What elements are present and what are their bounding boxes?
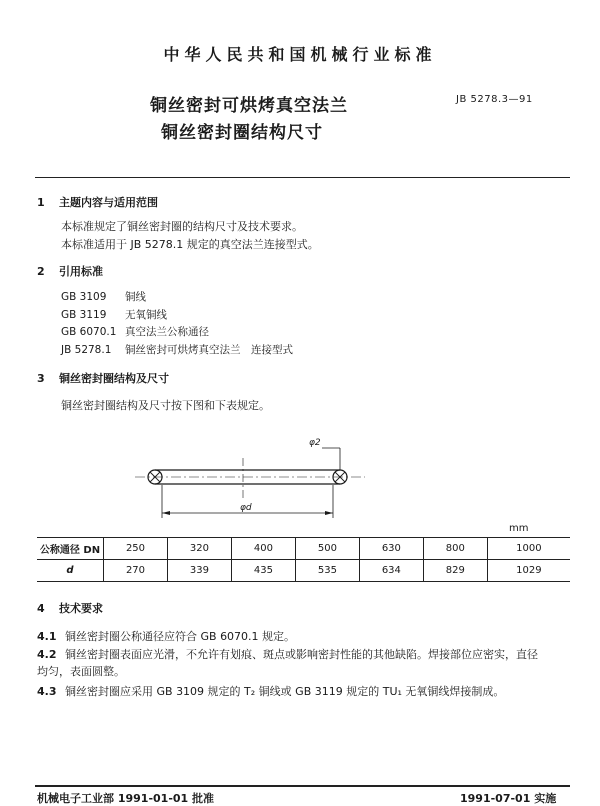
header-divider	[35, 177, 570, 178]
section-3-title: 铜丝密封圈结构及尺寸	[59, 372, 169, 385]
document-title-line2: 铜丝密封圈结构尺寸	[161, 123, 323, 143]
implementation-date: 1991-07-01 实施	[460, 792, 557, 805]
reference-item	[61, 289, 146, 304]
table-cell: 339	[167, 560, 231, 582]
table-cell: 630	[359, 538, 423, 560]
table-cell: 500	[295, 538, 359, 560]
table-cell: 1000	[487, 538, 570, 560]
section-2-number: 2	[37, 265, 45, 278]
section-2-title: 引用标准	[59, 265, 103, 278]
row-label-d: d	[37, 560, 104, 582]
reference-title: 铜丝密封可烘烤真空法兰 连接型式	[125, 344, 293, 356]
section-2-heading	[37, 263, 103, 279]
requirement-text: 铜丝密封圈公称通径应符合 GB 6070.1 规定。	[65, 630, 296, 643]
table-cell: 634	[359, 560, 423, 582]
section-4-number: 4	[37, 602, 45, 615]
requirement-number: 4.3	[37, 685, 57, 698]
table-cell: 800	[423, 538, 487, 560]
dimensions-table	[37, 537, 570, 582]
reference-code: GB 6070.1	[61, 326, 117, 338]
section-3-number: 3	[37, 372, 45, 385]
table-cell: 270	[104, 560, 168, 582]
table-cell: 250	[104, 538, 168, 560]
requirement-continuation: 均匀，表面圆整。	[37, 665, 125, 678]
requirement-item	[37, 628, 295, 644]
seal-ring-figure	[130, 430, 380, 525]
requirement-text: 铜丝密封圈应采用 GB 3109 规定的 T₂ 铜线或 GB 3119 规定的 TU₁ 无氧铜线焊接制成。	[65, 685, 505, 698]
ring-diameter-label: φd	[240, 503, 252, 513]
requirement-item	[37, 646, 538, 662]
document-title-line1: 铜丝密封可烘烤真空法兰	[150, 96, 348, 116]
reference-title: 真空法兰公称通径	[125, 326, 209, 338]
reference-item	[61, 324, 209, 339]
wire-diameter-label: φ2	[309, 438, 321, 448]
requirement-item	[37, 683, 504, 699]
table-row-d	[37, 560, 570, 582]
unit-label: mm	[509, 523, 529, 534]
row-label-nominal: 公称通径 DN	[39, 545, 101, 556]
reference-code: JB 5278.1	[61, 344, 112, 356]
issuing-organization: 中华人民共和国机械行业标准	[163, 45, 437, 64]
section-3-paragraph: 铜丝密封圈结构及尺寸按下图和下表规定。	[61, 399, 270, 412]
requirement-number: 4.2	[37, 648, 57, 661]
section-4-title: 技术要求	[59, 602, 103, 615]
reference-item	[61, 342, 293, 357]
table-cell: 400	[231, 538, 295, 560]
table-cell: 829	[423, 560, 487, 582]
table-row-nominal	[37, 538, 570, 560]
table-cell: 535	[295, 560, 359, 582]
footer-divider	[35, 785, 570, 787]
table-cell: 1029	[487, 560, 570, 582]
section-1-heading	[37, 194, 158, 210]
table-cell: 435	[231, 560, 295, 582]
reference-item	[61, 307, 167, 322]
reference-title: 铜线	[125, 291, 146, 303]
section-3-heading	[37, 370, 169, 386]
reference-code: GB 3119	[61, 309, 107, 321]
section-4-heading	[37, 600, 103, 616]
requirement-text: 铜丝密封圈表面应光滑，不允许有划痕、斑点或影响密封性能的其他缺陷。焊接部位应密实，直径	[65, 648, 538, 661]
section-1-number: 1	[37, 196, 45, 209]
section-1-paragraph-1: 本标准规定了铜丝密封圈的结构尺寸及技术要求。	[61, 220, 303, 233]
standard-number: JB 5278.3—91	[456, 94, 533, 105]
section-1-title: 主题内容与适用范围	[59, 196, 158, 209]
approval-date: 机械电子工业部 1991-01-01 批准	[37, 792, 215, 805]
requirement-number: 4.1	[37, 630, 57, 643]
reference-title: 无氧铜线	[125, 309, 167, 321]
table-cell: 320	[167, 538, 231, 560]
section-1-paragraph-2: 本标准适用于 JB 5278.1 规定的真空法兰连接型式。	[61, 238, 319, 251]
reference-code: GB 3109	[61, 291, 107, 303]
